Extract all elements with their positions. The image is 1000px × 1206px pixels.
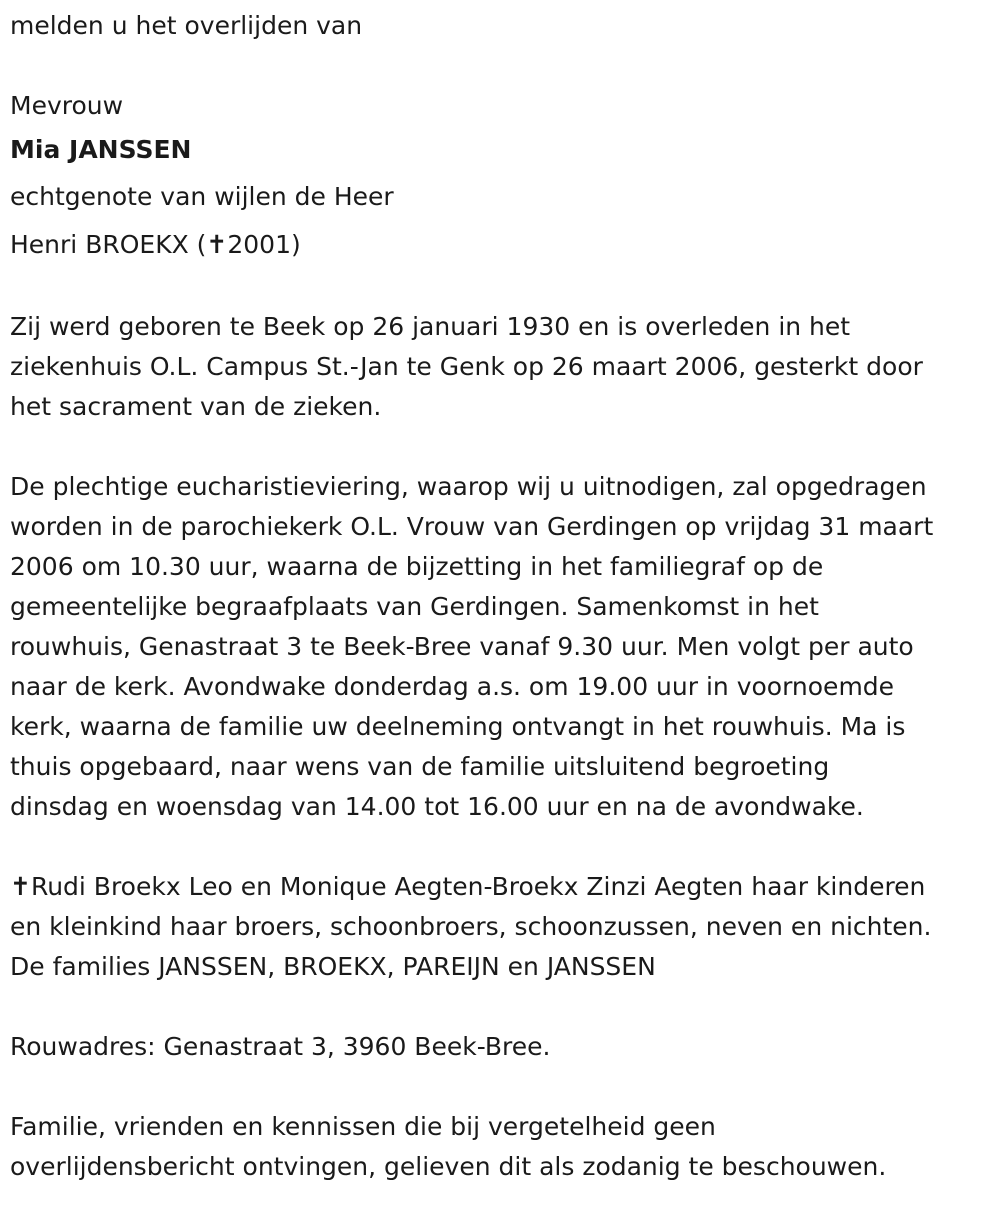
closing-paragraph: [10, 1107, 995, 1187]
ceremony-paragraph: [10, 467, 995, 827]
spacer: [10, 1067, 995, 1107]
death-notice: [10, 0, 995, 1187]
spacer: [10, 46, 995, 86]
paragraph-line: Familie, vrienden en kennissen die bij vergetelheid geen: [10, 1112, 716, 1141]
paragraph-line: Zij werd geboren te Beek op 26 januari 1930 en is overleden in het: [10, 312, 851, 341]
family-paragraph: [10, 867, 995, 987]
paragraph-line: en kleinkind haar broers, schoonbroers, schoonzussen, neven en nichten.: [10, 912, 932, 941]
paragraph-line: overlijdensbericht ontvingen, gelieven dit als zodanig te beschouwen.: [10, 1152, 887, 1181]
paragraph-line: thuis opgebaard, naar wens van de familie uitsluitend begroeting: [10, 752, 830, 781]
paragraph-line: De plechtige eucharistieviering, waarop wij u uitnodigen, zal opgedragen: [10, 472, 927, 501]
paragraph-line: dinsdag en woensdag van 14.00 tot 16.00 uur en na de avondwake.: [10, 792, 864, 821]
paragraph-line: het sacrament van de zieken.: [10, 392, 382, 421]
paragraph-line: rouwhuis, Genastraat 3 te Beek-Bree vanaf 9.30 uur. Men volgt per auto: [10, 632, 914, 661]
paragraph-line: naar de kerk. Avondwake donderdag a.s. om 19.00 uur in voornoemde: [10, 672, 895, 701]
spacer: [10, 987, 995, 1027]
spacer: [10, 827, 995, 867]
paragraph-line: ✝Rudi Broekx Leo en Monique Aegten-Broekx Zinzi Aegten haar kinderen: [10, 872, 926, 901]
salutation: Mevrouw: [10, 91, 124, 120]
mourning-address: Rouwadres: Genastraat 3, 3960 Beek-Bree.: [10, 1032, 551, 1061]
spouse-line-2: Henri BROEKX (✝2001): [10, 230, 301, 259]
intro-text: melden u het overlijden van: [10, 11, 363, 40]
address-paragraph: [10, 1027, 995, 1067]
birth-paragraph: [10, 307, 995, 427]
paragraph-line: 2006 om 10.30 uur, waarna de bijzetting in het familiegraf op de: [10, 552, 824, 581]
paragraph-line: ziekenhuis O.L. Campus St.-Jan te Genk op 26 maart 2006, gesterkt door: [10, 352, 923, 381]
spacer: [10, 427, 995, 467]
deceased-name: Mia JANSSEN: [10, 135, 192, 164]
paragraph-line: gemeentelijke begraafplaats van Gerdingen. Samenkomst in het: [10, 592, 819, 621]
paragraph-line: De families JANSSEN, BROEKX, PAREIJN en JANSSEN: [10, 952, 656, 981]
paragraph-line: kerk, waarna de familie uw deelneming ontvangt in het rouwhuis. Ma is: [10, 712, 906, 741]
spacer: [10, 269, 995, 307]
spouse-line-1: echtgenote van wijlen de Heer: [10, 182, 394, 211]
paragraph-line: worden in de parochiekerk O.L. Vrouw van Gerdingen op vrijdag 31 maart: [10, 512, 934, 541]
